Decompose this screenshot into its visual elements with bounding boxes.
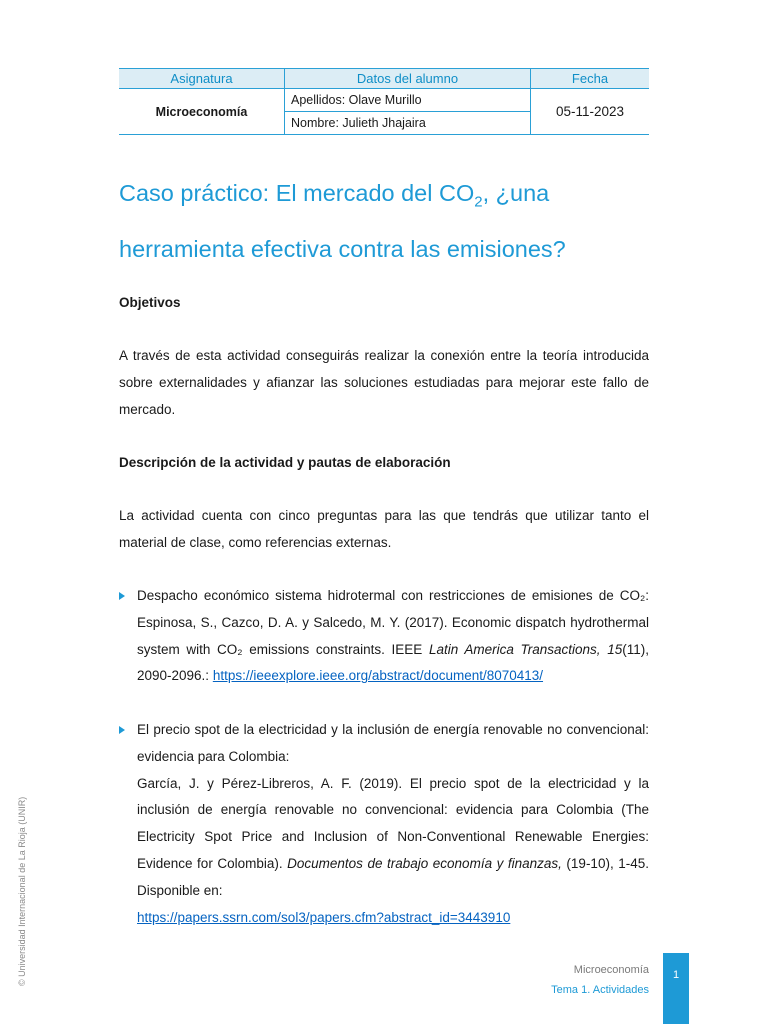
footer-topic: Tema 1. Actividades: [551, 984, 649, 996]
page-title: Caso práctico: El mercado del $CO_2$, ¿una herramienta efectiva contra las emisiones?: [119, 180, 566, 262]
copyright-notice: © Universidad Internacional de La Rioja (UNIR): [17, 796, 27, 986]
subject-value: Microeconomía: [119, 89, 285, 135]
descripcion-heading: Descripción de la actividad y pautas de elaboración: [119, 455, 451, 470]
footer-course: Microeconomía: [573, 964, 649, 976]
apellidos-value: Apellidos: Olave Murillo: [285, 89, 531, 112]
bullet-triangle-icon: [119, 726, 125, 734]
page-number: 1: [663, 953, 689, 1024]
reference-item-1: Despacho económico sistema hidrotermal con restricciones de emisiones de CO₂: Espinosa, S., Cazco, D. A. y Salcedo, M. Y. (2017). Economic dispatch hydrothermal system with CO₂ emissions constraints. IEEE Latin America Transactions, 15(11), 2090-2096.: https://ieeexplore.ieee.org/abstract/document/8070413/: [119, 583, 649, 690]
header-col-fecha: Fecha: [531, 69, 650, 89]
header-col-datos: Datos del alumno: [285, 69, 531, 89]
nombre-value: Nombre: Julieth Jhajaira: [285, 112, 531, 135]
ieee-link[interactable]: https://ieeexplore.ieee.org/abstract/document/8070413/: [212, 668, 544, 684]
header-table: [119, 68, 649, 135]
reference-item-2: El precio spot de la electricidad y la inclusión de energía renovable no convencional: evidencia para Colombia: García, J. y Pérez-Libreros, A. F. (2019). El precio spot de la electricidad y la inclusión de energía renovable no convencional: evidencia para Colombia (The Electricity Spot Price and Inclusion of Non-Conventional Renewable Energies: Evidence for Colombia). Documentos de trabajo economía y finanzas, (19-10), 1-45. Disponible en: https://papers.ssrn.com/sol3/papers.cfm?abstract_id=3443910: [119, 717, 649, 931]
bullet-triangle-icon: [119, 592, 125, 600]
footer-info: [551, 960, 649, 1000]
header-col-asignatura: Asignatura: [119, 69, 285, 89]
objetivos-heading: Objetivos: [119, 295, 181, 310]
date-value: 05-11-2023: [531, 89, 650, 135]
descripcion-text: La actividad cuenta con cinco preguntas para las que tendrás que utilizar tanto el material de clase, como referencias externas.: [119, 508, 649, 550]
objetivos-text: A través de esta actividad conseguirás realizar la conexión entre la teoría introducida sobre externalidades y afianzar las soluciones estudiadas para mejorar este fallo de mercado.: [119, 348, 649, 417]
ssrn-link[interactable]: https://papers.ssrn.com/sol3/papers.cfm?abstract_id=3443910: [137, 909, 511, 925]
